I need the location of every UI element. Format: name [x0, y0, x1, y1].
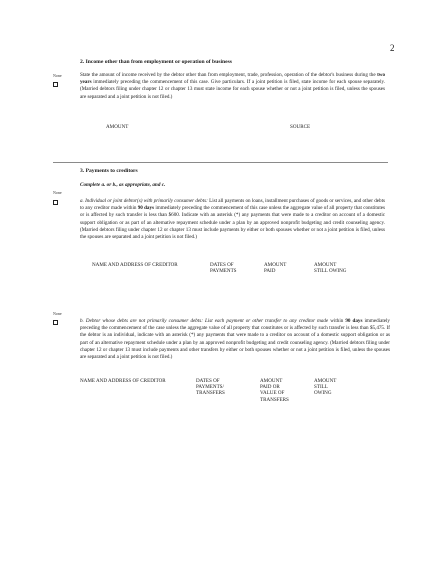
section-divider [53, 162, 388, 163]
part-b-text: immediately preceding the commencement of the case unless the aggregate value of all property that constitutes or is affected by such transfer is less than $5,475. If the debtor is an individual, indicate with an asterisk (*) any payments that were made to a creditor on account of a domestic support obligation or as part of an alternative repayment schedule under a plan by an approved nonprofit budgeting and credit counseling agency. (Married debtors filing under chapter 12 or chapter 13 must include payments and other transfers by either or both spouses whether or not a joint petition is filed, unless the spouses are separated and a joint petition is not filed.) [80, 318, 390, 361]
part-b-col-amount-owing: AMOUNT STILL OWING [314, 378, 337, 397]
part-a-col-creditor: NAME AND ADDRESS OF CREDITOR [92, 262, 178, 268]
part-a-bold-text: 90 days [137, 205, 155, 212]
section-2-title: 2. Income other than from employment or operation of business [80, 59, 232, 65]
part-a-lead: a. Individual or joint debtor(s) with primarily consumer debts: [80, 198, 208, 204]
section-2-text-cont: immediately preceding the commencement of this case. Give particulars. If a joint petition is filed, state income for each spouse separately. (Married debtors filing under chapter 12 or chapter 13 must state income for each spouse whether or not a joint petition is filed, unless the spouses are separated and a joint petition is not filed.) [80, 79, 385, 100]
section-2-bold-text: two years [80, 72, 385, 86]
page-number: 2 [390, 43, 395, 53]
part-b-none-checkbox[interactable] [53, 320, 58, 325]
part-b-col-dates: DATES OF PAYMENTS/ TRANSFERS [196, 378, 225, 397]
part-a-none-checkbox[interactable] [53, 200, 58, 205]
part-a-col-dates: DATES OF PAYMENTS [210, 262, 237, 275]
section-3-subtitle: Complete a. or b., as appropriate, and c. [80, 182, 166, 188]
section-2-text: State the amount of income received by the debtor other than from employment, trade, profession, operation of the debtor's business during the [80, 72, 378, 78]
section-2-instructions [80, 72, 385, 101]
part-a-none-label: None [53, 190, 62, 195]
section-2-none-label: None [53, 73, 62, 78]
part-b-lead: b. Debtor whose debts are not primarily consumer debts: List each payment or other transfer to any creditor made [80, 318, 329, 324]
part-a-col-amount-owing: AMOUNT STILL OWING [314, 262, 347, 275]
section-2-col-source: SOURCE [290, 124, 311, 130]
part-a-text-cont: immediately preceding the commencement of this case unless the aggregate value of all property that constitutes or is affected by such transfer is less than $600. Indicate with an asterisk (*) any payments that were made to a creditor on account of a domestic support obligation or as part of an alternative repayment schedule under a plan by an approved nonprofit budgeting and credit counseling agency. (Married debtors filing under chapter 12 or chapter 13 must include payments by either or both spouses whether or not a joint petition is filed, unless the spouses are separated and a joint petition is not filed.) [80, 205, 385, 241]
section-2-none-checkbox[interactable] [53, 82, 58, 87]
part-a-text: List all payments on loans, installment purchases of goods or services, and other debts to any creditor made within [80, 198, 385, 212]
part-b-col-creditor: NAME AND ADDRESS OF CREDITOR [80, 378, 166, 384]
part-a-col-amount-paid: AMOUNT PAID [264, 262, 287, 275]
part-b-text-pre: within [328, 318, 346, 324]
part-a-instructions [80, 198, 385, 241]
part-b-bold-text: 90 days [345, 318, 363, 324]
part-b-col-amount-paid: AMOUNT PAID OR VALUE OF TRANSFERS [260, 378, 289, 403]
section-2-col-amount: AMOUNT [106, 124, 129, 130]
part-b-none-label: None [53, 311, 62, 316]
section-3-title: 3. Payments to creditors [80, 168, 138, 174]
part-b-instructions [80, 318, 390, 361]
